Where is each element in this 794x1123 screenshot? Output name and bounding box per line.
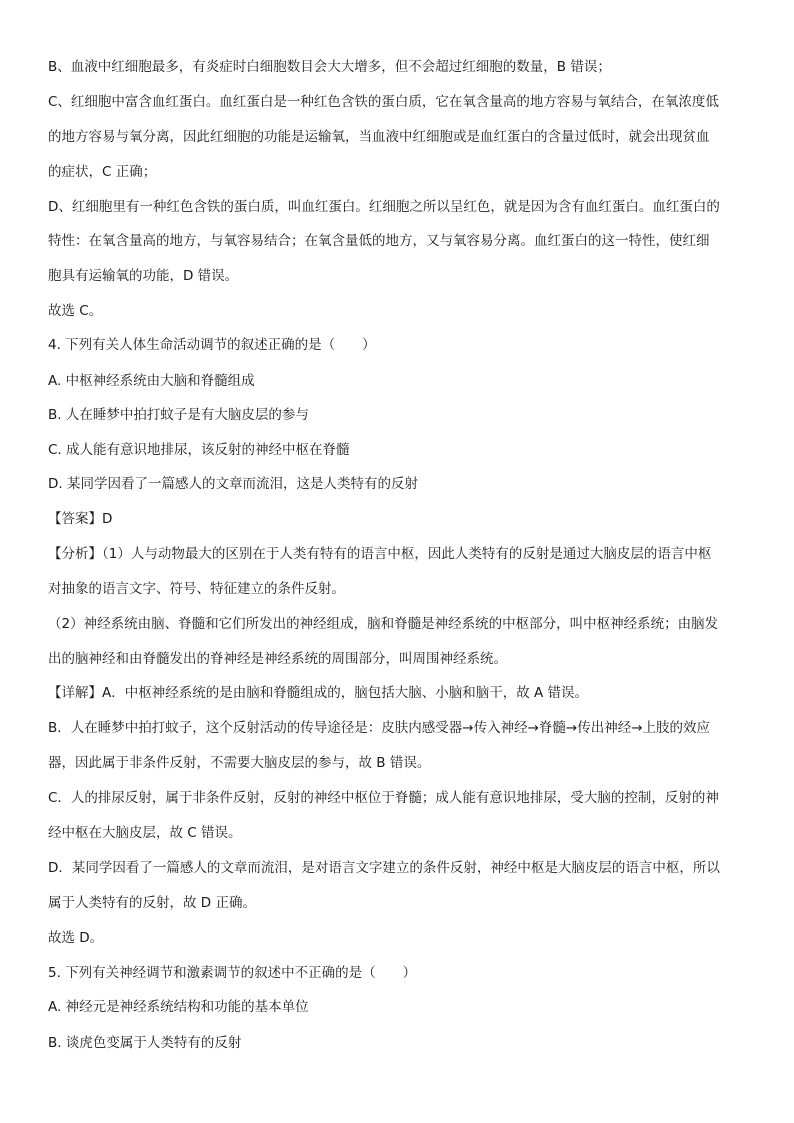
text-line: 器，因此属于非条件反射，不需要大脑皮层的参与，故 B 错误。 <box>48 755 431 771</box>
option-a: A. 中枢神经系统由大脑和脊髓组成 <box>48 373 255 389</box>
text-line: 故选 D。 <box>48 930 104 946</box>
text-line: C、红细胞中富含血红蛋白。血红蛋白是一种红色含铁的蛋白质，它在氧含量高的地方容易与氧结合，在氧浓度低 <box>48 94 719 110</box>
option-c: C. 成人能有意识地排尿，该反射的神经中枢在脊髓 <box>48 442 350 458</box>
text-line: D、红细胞里有一种红色含铁的蛋白质，叫血红蛋白。红细胞之所以呈红色，就是因为含有血红蛋白。血红蛋白的 <box>48 199 720 215</box>
text-line: 属于人类特有的反射，故 D 正确。 <box>48 895 256 911</box>
question-title: 4. 下列有关人体生命活动调节的叙述正确的是（ ） <box>48 337 376 353</box>
text-line: D．某同学因看了一篇感人的文章而流泪，是对语言文字建立的条件反射，神经中枢是大脑皮层的语言中枢，所以 <box>48 860 720 876</box>
text-line: 的症状，C 正确； <box>48 164 157 180</box>
text-line: 出的脑神经和由脊髓发出的脊神经是神经系统的周围部分，叫周围神经系统。 <box>48 651 507 667</box>
text-line: 的地方容易与氧分离，因此红细胞的功能是运输氧，当血液中红细胞或是血红蛋白的含量过低时，就会出现贫血 <box>48 129 710 145</box>
text-line: 故选 C。 <box>48 303 103 319</box>
detail-line: 【详解】A．中枢神经系统的是由脑和脊髓组成的，脑包括大脑、小脑和脑干，故 A 错误。 <box>48 685 589 701</box>
text-line: （2）神经系统由脑、脊髓和它们所发出的神经组成，脑和脊髓是神经系统的中枢部分，叫中枢神经系统；由脑发 <box>48 616 719 632</box>
question-title: 5. 下列有关神经调节和激素调节的叙述中不正确的是（ ） <box>48 965 417 981</box>
text-line: B、血液中红细胞最多，有炎症时白细胞数目会大大增多，但不会超过红细胞的数量，B 错误； <box>48 59 611 75</box>
option-d: D. 某同学因看了一篇感人的文章而流泪，这是人类特有的反射 <box>48 476 418 492</box>
option-a: A. 神经元是神经系统结构和功能的基本单位 <box>48 999 309 1015</box>
text-line: 对抽象的语言文字、符号、特征建立的条件反射。 <box>48 581 345 597</box>
text-line: 特性：在氧含量高的地方，与氧容易结合；在氧含量低的地方，又与氧容易分离。血红蛋白的这一特性，使红细 <box>48 233 710 249</box>
answer-line: 【答案】D <box>48 511 113 527</box>
analysis-line: 【分析】（1）人与动物最大的区别在于人类有特有的语言中枢，因此人类特有的反射是通过大脑皮层的语言中枢 <box>48 546 712 562</box>
option-b: B. 谈虎色变属于人类特有的反射 <box>48 1035 242 1051</box>
text-line: 胞具有运输氧的功能，D 错误。 <box>48 268 239 284</box>
text-line: C．人的排尿反射，属于非条件反射，反射的神经中枢位于脊髓；成人能有意识地排尿，受大脑的控制，反射的神 <box>48 790 719 806</box>
text-line: B．人在睡梦中拍打蚊子，这个反射活动的传导途径是：皮肤内感受器→传入神经→脊髓→传出神经→上肢的效应 <box>48 720 711 736</box>
text-line: 经中枢在大脑皮层，故 C 错误。 <box>48 825 242 841</box>
option-b: B. 人在睡梦中拍打蚊子是有大脑皮层的参与 <box>48 407 309 423</box>
